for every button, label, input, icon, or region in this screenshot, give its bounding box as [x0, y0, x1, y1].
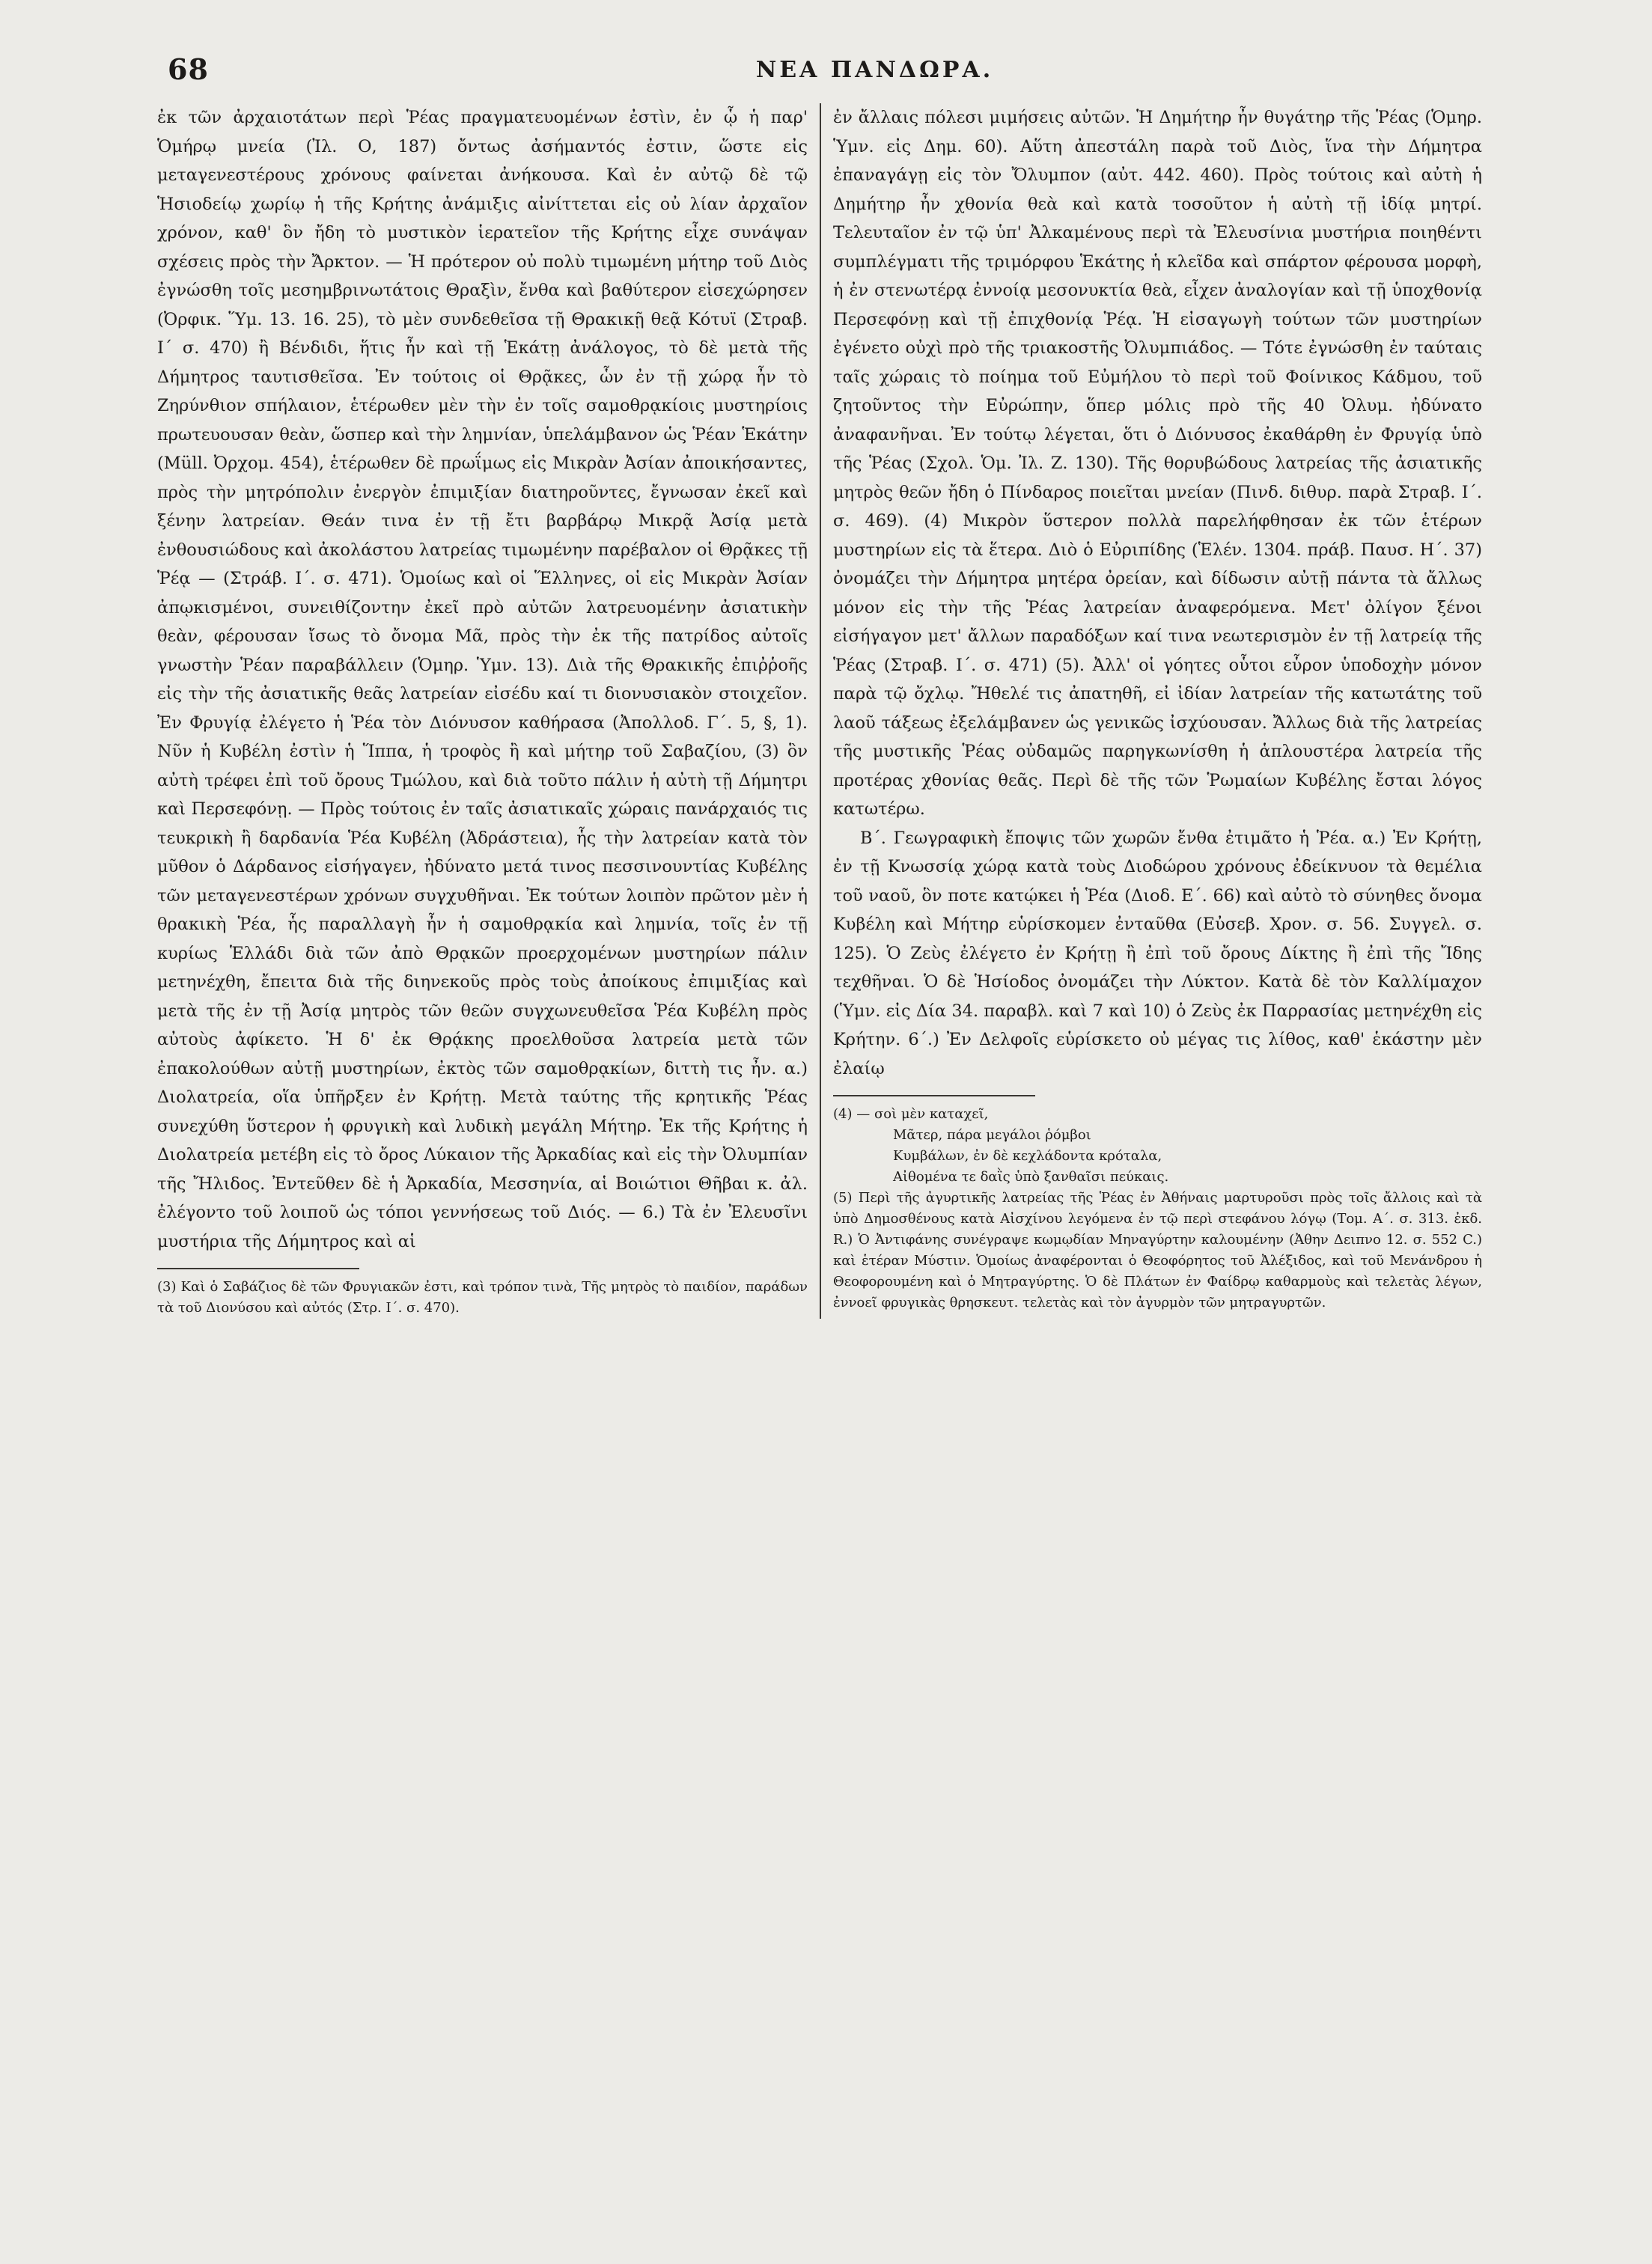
- running-title: ΝΕΑ ΠΑΝΔΩΡΑ.: [755, 57, 994, 83]
- right-paragraph: ἐν ἄλλαις πόλεσι μιμήσεις αὐτῶν. Ἡ Δημήτηρ ἦν θυγάτηρ τῆς Ῥέας (Ὁμηρ. Ὑμν. εἰς Δημ. 60). Αὕτη ἀπεστάλη παρὰ τοῦ Διὸς, ἵνα τὴν Δήμητρα ἐπαναγάγῃ εἰς τὸν Ὄλυμπον (αὐτ. 442. 460). Πρὸς τούτοις καὶ αὐτὴ ἡ Δημήτηρ ἦν χθονία θεὰ καὶ κατὰ τοσοῦτον ἡ αὐτὴ τῇ ἰδίᾳ μητρί. Τελευταῖον ἐν τῷ ὑπ' Ἀλκαμένους περὶ τὰ Ἐλευσίνια μυστήρια ποιηθέντι συμπλέγματι τῆς τριμόρφου Ἑκάτης ἡ κλεῖδα καὶ σπάρτον φέρουσα μορφὴ, ἡ ἐν στενωτέρᾳ ἐννοίᾳ μεσονυκτία θεὰ, εἶχεν ἀναλογίαν καὶ τῇ ὑποχθονίᾳ Περσεφόνῃ καὶ τῇ ἐπιχθονίᾳ Ῥέᾳ. Ἡ εἰσαγωγὴ τούτων τῶν μυστηρίων ἐγένετο οὐχὶ πρὸ τῆς τριακοστῆς Ὀλυμπιάδος. — Τότε ἐγνώσθη ἐν ταύταις ταῖς χώραις τὸ ποίημα τοῦ Εὐμήλου τὸ περὶ τοῦ Φοίνικος Κάδμου, τοῦ ζητοῦντος τὴν Εὐρώπην, ὅπερ μόλις πρὸ τῆς 40 Ὀλυμ. ἠδύνατο ἀναφανῆναι. Ἐν τούτῳ λέγεται, ὅτι ὁ Διόνυσος ἐκαθάρθη ἐν Φρυγίᾳ ὑπὸ τῆς Ῥέας (Σχολ. Ὁμ. Ἰλ. Ζ. 130). Τῆς θορυβώδους λατρείας τῆς ἀσιατικῆς μητρὸς θεῶν ἤδη ὁ Πίνδαρος ποιεῖται μνείαν (Πινδ. διθυρ. παρὰ Στραβ. Ι΄. σ. 469). (4) Μικρὸν ὕστερον πολλὰ παρελήφθησαν ἐκ τῶν ἑτέρων μυστηρίων εἰς τὰ ἕτερα. Διὸ ὁ Εὐριπίδης (Ἑλέν. 1304. πράβ. Παυσ. Η΄. 37) ὀνομάζει τὴν Δήμητρα μητέρα ὀρείαν, καὶ δίδωσιν αὐτῇ πάντα τὰ ἄλλως μόνον εἰς τὴν τῆς Ῥέας λατρείαν ἀναφερόμενα. Μετ' ὀλίγον ξένοι εἰσήγαγον μετ' ἄλλων παραδόξων καί τινα νεωτερισμὸν ἐν τῇ λατρείᾳ τῆς Ῥέας (Στραβ. Ι΄. σ. 471) (5). Ἀλλ' οἱ γόητες οὗτοι εὗρον ὑποδοχὴν μόνον παρὰ τῷ ὄχλῳ. Ἤθελέ τις ἀπατηθῆ, εἰ ἰδίαν λατρείαν τῆς κατωτάτης τοῦ λαοῦ τάξεως ἐξελάμβανεν ὡς γενικῶς ἰσχύουσαν. Ἄλλως διὰ τῆς λατρείας τῆς μυστικῆς Ῥέας οὐδαμῶς παρηγκωνίσθη ἡ ἁπλουστέρα λατρεία τῆς προτέρας χθονίας θεᾶς. Περὶ δὲ τῆς τῶν Ῥωμαίων Κυβέλης ἔσται λόγος κατωτέρω.: [833, 108, 1482, 819]
- footnote-4-verse: Μᾶτερ, πάρα μεγάλοι ῥόμβοι Κυμβάλων, ἐν δὲ κεχλάδοντα κρόταλα, Αἰθομένα τε δαῒς ὑπὸ ξανθαῖσι πεύκαις.: [893, 1127, 1169, 1185]
- page-number: 68: [168, 52, 209, 86]
- footnote-rule: [157, 1268, 359, 1269]
- footnote-rule: [833, 1095, 1035, 1096]
- left-paragraph: ἐκ τῶν ἀρχαιοτάτων περὶ Ῥέας πραγματευομένων ἐστὶν, ἐν ᾧ ἡ παρ' Ὁμήρῳ μνεία (Ἰλ. Ο, 187) ὄντως ἀσήμαντός ἐστιν, ὥστε εἰς μεταγενεστέρους χρόνους φαίνεται ἀνήκουσα. Καὶ ἐν αὐτῷ δὲ τῷ Ἡσιοδείῳ χωρίῳ ἡ τῆς Κρήτης ἀνάμιξις αἰνίττεται εἰς οὐ λίαν ἀρχαῖον χρόνον, καθ' ὃν ἤδη τὸ μυστικὸν ἱερατεῖον τῆς Κρήτης εἶχε συνάψαν σχέσεις πρὸς τὴν Ἄρκτον. — Ἡ πρότερον οὐ πολὺ τιμωμένη μήτηρ τοῦ Διὸς ἐγνώσθη τοῖς μεσημβρινωτάτοις Θραξὶν, ἔνθα καὶ βαθύτερον εἰσεχώρησεν (Ὀρφικ. Ὕμ. 13. 16. 25), τὸ μὲν συνδεθεῖσα τῇ Θρακικῇ θεᾷ Κότυϊ (Στραβ. Ι΄ σ. 470) ἢ Βένδιδι, ἥτις ἦν καὶ τῇ Ἑκάτῃ ἀνάλογος, τὸ δὲ μετὰ τῆς Δήμητρος ταυτισθεῖσα. Ἐν τούτοις οἱ Θρᾷκες, ὧν ἐν τῇ χώρᾳ ἦν τὸ Ζηρύνθιον σπήλαιον, ἑτέρωθεν μὲν τὴν ἐν τοῖς σαμοθρᾳκίοις μυστηρίοις πρωτευουσαν θεὰν, ὥσπερ καὶ τὴν λημνίαν, ὑπελάμβανον ὡς Ῥέαν Ἑκάτην (Müll. Ὀρχομ. 454), ἑτέρωθεν δὲ πρωΐμως εἰς Μικρὰν Ἀσίαν ἀποικήσαντες, πρὸς τὴν μητρόπολιν ἐνεργὸν ἐπιμιξίαν διατηροῦντες, ἔγνωσαν ἐκεῖ καὶ ξένην λατρείαν. Θεάν τινα ἐν τῇ ἔτι βαρβάρῳ Μικρᾷ Ἀσίᾳ μετὰ ἐνθουσιώδους καὶ ἀκολάστου λατρείας τιμωμένην παρέβαλον οἱ Θρᾷκες τῇ Ῥέᾳ — (Στράβ. Ι΄. σ. 471). Ὁμοίως καὶ οἱ Ἕλληνες, οἱ εἰς Μικρὰν Ἀσίαν ἀπῳκισμένοι, συνειθίζοντην ἐκεῖ πρὸ αὐτῶν λατρευομένην ἀσιατικὴν θεὰν, φέρουσαν ἴσως τὸ ὄνομα Μᾶ, πρὸς τὴν ἐκ τῆς πατρίδος αὐτοῖς γνωστὴν Ῥέαν παραβάλλειν (Ὁμηρ. Ὑμν. 13). Διὰ τῆς Θρακικῆς ἐπιῤῥοῆς εἰς τὴν τῆς ἀσιατικῆς θεᾶς λατρείαν εἰσέδυ καί τι διονυσιακὸν στοιχεῖον. Ἐν Φρυγίᾳ ἐλέγετο ἡ Ῥέα τὸν Διόνυσον καθήρασα (Ἀπολλοδ. Γ΄. 5, §, 1). Νῦν ἡ Κυβέλη ἐστὶν ἡ Ἵππα, ἡ τροφὸς ἢ καὶ μήτηρ τοῦ Σαβαζίου, (3) ὃν αὐτὴ τρέφει ἐπὶ τοῦ ὄρους Τμώλου, καὶ διὰ τοῦτο πάλιν ἡ αὐτὴ τῇ Δήμητρι καὶ Περσεφόνῃ. — Πρὸς τούτοις ἐν ταῖς ἀσιατικαῖς χώραις πανάρχαιός τις τευκρικὴ ἢ δαρδανία Ῥέα Κυβέλη (Ἀδράστεια), ἧς τὴν λατρείαν κατὰ τὸν μῦθον ὁ Δάρδανος εἰσήγαγεν, ἠδύνατο μετά τινος πεσσινουντίας Κυβέλης τῶν μεταγενεστέρων χρόνων συγχυθῆναι. Ἐκ τούτων λοιπὸν πρῶτον μὲν ἡ θρακικὴ Ῥέα, ἧς παραλλαγὴ ἦν ἡ σαμοθρᾳκία καὶ λημνία, τοῖς ἐν τῇ κυρίως Ἑλλάδι διὰ τῶν ἀπὸ Θρᾳκῶν προερχομένων μυστηρίων πάλιν μετηνέχθη, ἔπειτα διὰ τῆς διηνεκοῦς πρὸς τοὺς ἀποίκους ἐπιμιξίας καὶ μετὰ τῆς ἐν τῇ Ἀσίᾳ μητρὸς τῶν θεῶν συγχωνευθεῖσα Ῥέα Κυβέλη πρὸς αὐτοὺς ἀφίκετο. Ἡ δ' ἐκ Θρᾴκης προελθοῦσα λατρεία μετὰ τῶν ἐπακολούθων αὐτῇ μυστηρίων, ἐκτὸς τῶν σαμοθρᾳκίων, διττὴ τις ἦν. α.) Διολατρεία, οἵα ὑπῆρξεν ἐν Κρήτῃ. Μετὰ ταύτης τῆς κρητικῆς Ῥέας συνεχύθη ὕστερον ἡ φρυγικὴ καὶ λυδικὴ μεγάλη Μήτηρ. Ἐκ τῆς Κρήτης ἡ Διολατρεία μετέβη εἰς τὸ ὄρος Λύκαιον τῆς Ἀρκαδίας καὶ εἰς τὴν Ὀλυμπίαν τῆς Ἤλιδος. Ἐντεῦθεν δὲ ἡ Ἀρκαδία, Μεσσηνία, αἱ Βοιώτιοι Θῆβαι κ. ἀλ. ἐλέγοντο τοῦ λοιποῦ ὡς τόποι γεννήσεως τοῦ Διός. — 6.) Τὰ ἐν Ἐλευσῖνι μυστήρια τῆς Δήμητρος καὶ αἱ: [157, 108, 808, 1251]
- text-columns: [157, 103, 1592, 1319]
- left-column: [157, 103, 820, 1319]
- section-b-paragraph: Β΄. Γεωγραφικὴ ἔποψις τῶν χωρῶν ἔνθα ἐτιμᾶτο ἡ Ῥέα. α.) Ἐν Κρήτῃ, ἐν τῇ Κνωσσίᾳ χώρᾳ κατὰ τοὺς Διοδώρου χρόνους ἐδείκνυον τὰ θεμέλια τοῦ ναοῦ, ὃν ποτε κατῴκει ἡ Ῥέα (Διοδ. Ε΄. 66) καὶ αὐτὸ τὸ σύνηθες ὄνομα Κυβέλη καὶ Μήτηρ εὑρίσκομεν ἐνταῦθα (Εὐσεβ. Χρον. σ. 56. Συγγελ. σ. 125). Ὁ Ζεὺς ἐλέγετο ἐν Κρήτῃ ἢ ἐπὶ τοῦ ὄρους Δίκτης ἢ ἐπὶ τῆς Ἴδης τεχθῆναι. Ὁ δὲ Ἡσίοδος ὀνομάζει τὴν Λύκτον. Κατὰ δὲ τὸν Καλλίμαχον (Ὑμν. εἰς Δία 34. παραβλ. καὶ 7 καὶ 10) ὁ Ζεὺς ἐκ Παρρασίας μετηνέχθη εἰς Κρήτην. 6΄.) Ἐν Δελφοῖς εὑρίσκετο οὐ μέγας τις λίθος, καθ' ἑκάστην μὲν ἐλαίῳ: [833, 828, 1482, 1078]
- footnote-5: (5) Περὶ τῆς ἀγυρτικῆς λατρείας τῆς Ῥέας ἐν Ἀθήναις μαρτυροῦσι πρὸς τοῖς ἄλλοις καὶ τὰ ὑπὸ Δημοσθένους κατὰ Αἰσχίνου λεγόμενα ἐν τῷ περὶ στεφάνου λόγῳ (Τομ. Α΄. σ. 313. ἐκδ. R.) Ὁ Ἀντιφάνης συνέγραψε κωμῳδίαν Μηναγύρτην καλουμένην (Ἀθην Δειπνο 12. σ. 552 C.) καὶ ἑτέραν Μύστιν. Ὁμοίως ἀναφέρονται ὁ Θεοφόρητος τοῦ Ἀλέξιδος, καὶ τοῦ Μενάνδρου ἡ Θεοφορουμένη καὶ ὁ Μητραγύρτης. Ὁ δὲ Πλάτων ἐν Φαίδρῳ καθαρμοὺς καὶ τελετὰς λέγων, ἐννοεῖ φρυγικὰς θρησκευτ. τελετὰς καὶ τὸν ἀγυρμὸν τῶν μητραγυρτῶν.: [833, 1190, 1482, 1311]
- page-header: [157, 52, 1592, 97]
- footnote-3: (3) Καὶ ὁ Σαβάζιος δὲ τῶν Φρυγιακῶν ἐστι, καὶ τρόπον τινὰ, Τῆς μητρὸς τὸ παιδίον, παράδων τὰ τοῦ Διονύσου καὶ αὐτός (Στρ. Ι΄. σ. 470).: [157, 1279, 808, 1316]
- footnote-4-lead: (4) — σοὶ μὲν καταχεῖ,: [833, 1106, 989, 1122]
- right-column: [820, 103, 1482, 1319]
